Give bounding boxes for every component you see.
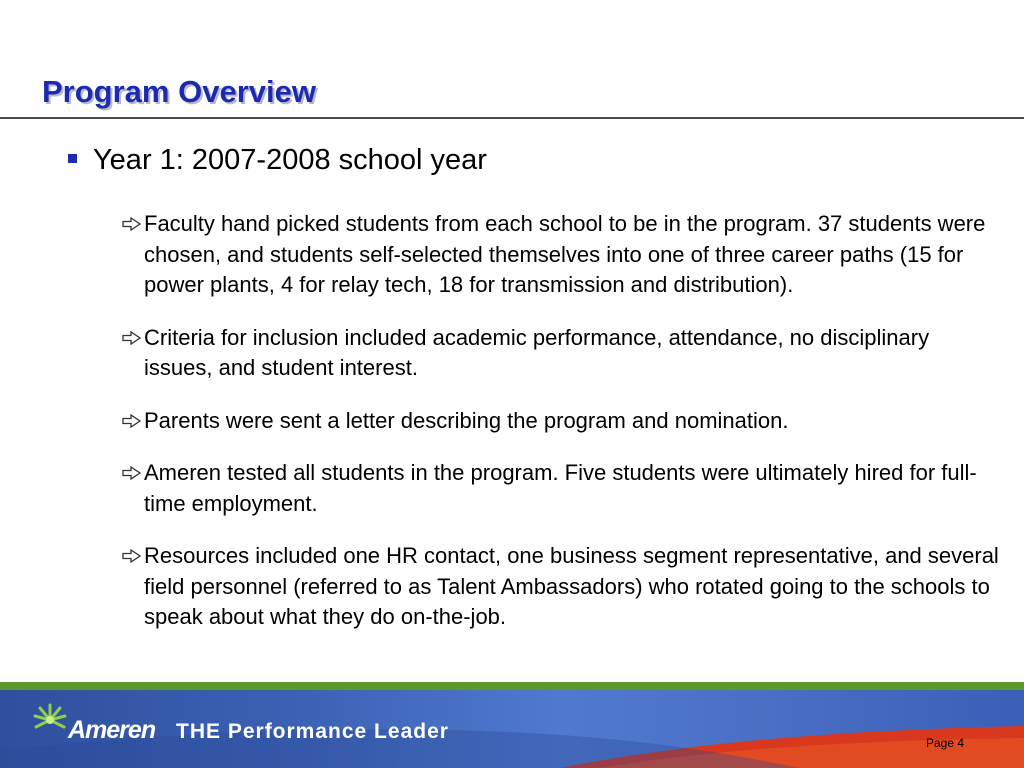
sub-bullet-text: Faculty hand picked students from each school to be in the program. 37 students were chosen, and students self-selected themselves into one of three career paths (15 for power plants, 4 for relay tech, 18 for transmission and distribution). <box>144 211 986 297</box>
sub-bullet-text: Resources included one HR contact, one business segment representative, and several field personnel (referred to as Talent Ambassadors) who rotated going to the schools to speak about what they do on-the-job. <box>144 543 999 629</box>
arrow-outline-icon <box>122 541 144 571</box>
square-bullet-icon <box>68 154 77 163</box>
footer-banner <box>0 682 1024 768</box>
sub-bullet-text: Ameren tested all students in the program. Five students were ultimately hired for full-time employment. <box>144 460 977 516</box>
main-bullet-item <box>68 140 998 180</box>
arrow-outline-icon <box>122 323 144 353</box>
arrow-outline-icon <box>122 406 144 436</box>
arrow-outline-icon <box>122 209 144 239</box>
footer-blue-band <box>0 690 1024 768</box>
footer-green-stripe <box>0 682 1024 690</box>
sub-bullet-list <box>122 209 1002 655</box>
sub-bullet-item <box>122 209 1002 301</box>
sub-bullet-text: Criteria for inclusion included academic performance, attendance, no disciplinary issues, and student interest. <box>144 324 930 380</box>
sub-bullet-item <box>122 458 1002 519</box>
sub-bullet-item <box>122 406 1002 437</box>
page-number: Page 4 <box>926 736 965 750</box>
sub-bullet-item <box>122 541 1002 633</box>
ameren-logo-text: Ameren <box>68 716 156 744</box>
slide-title: Program Overview <box>42 74 316 109</box>
title-divider <box>0 117 1024 119</box>
sub-bullet-text: Parents were sent a letter describing the program and nomination. <box>144 407 789 433</box>
arrow-outline-icon <box>122 458 144 488</box>
main-bullet-text: Year 1: 2007-2008 school year <box>93 144 487 176</box>
ameren-logo-icon <box>32 702 68 743</box>
sub-bullet-item <box>122 323 1002 384</box>
footer-tagline: THE Performance Leader <box>176 720 449 743</box>
